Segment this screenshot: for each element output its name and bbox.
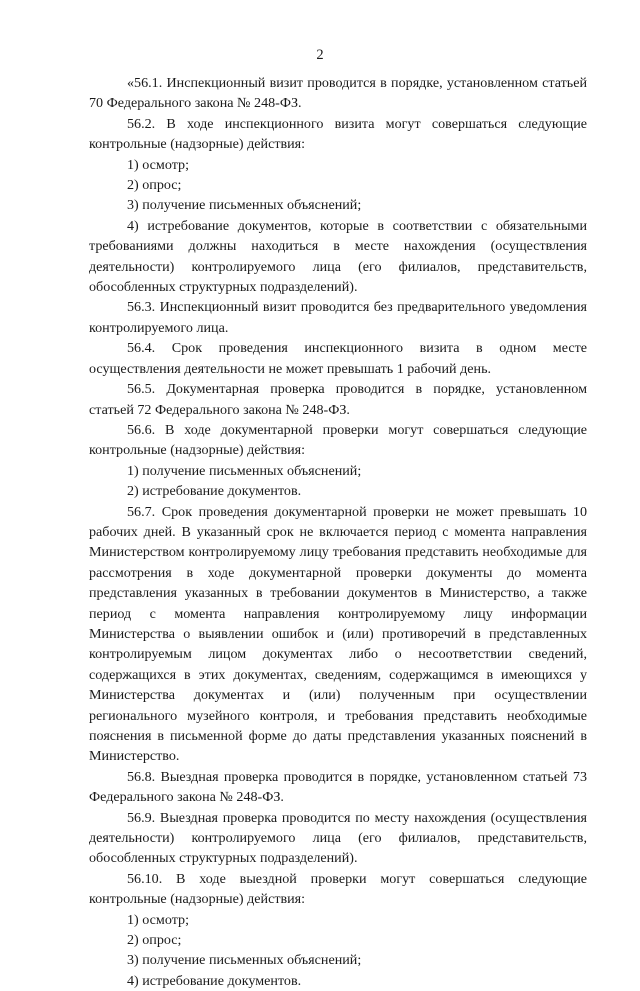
paragraph-56-4: 56.4. Срок проведения инспекционного визита в одном месте осуществления деятельности не может превышать 1 рабочий день. (89, 340, 587, 377)
paragraph-56-1: «56.1. Инспекционный визит проводится в порядке, установленном статьей 70 Федерального закона № 248-ФЗ. (89, 75, 587, 112)
list-item-onsite-3: 3) получение письменных объяснений; (127, 952, 362, 969)
paragraph-56-10: 56.10. В ходе выездной проверки могут совершаться следующие контрольные (надзорные) действия: (89, 870, 587, 908)
list-item-onsite-1: 1) осмотр; (127, 911, 189, 928)
list-item-documentary-2: 2) истребование документов. (127, 483, 302, 500)
list-item-documentary-1: 1) получение письменных объяснений; (127, 462, 362, 479)
paragraph-56-3: 56.3. Инспекционный визит проводится без предварительного уведомления контролируемого лица. (89, 299, 587, 336)
page-number: 2 (316, 47, 324, 63)
document-body (89, 73, 587, 991)
list-item-onsite-4: 4) истребование документов. (127, 972, 302, 989)
list-item-inspection-2: 2) опрос; (127, 177, 182, 194)
paragraph-56-9: 56.9. Выездная проверка проводится по месту нахождения (осуществления деятельности) контролируемого лица (его филиалов, представительств, обособленных структурных подразделений). (89, 809, 587, 867)
paragraph-56-8: 56.8. Выездная проверка проводится в порядке, установленном статьей 73 Федерального закона № 248-ФЗ. (89, 768, 587, 806)
list-item-inspection-3: 3) получение письменных объяснений; (127, 197, 362, 214)
paragraph-56-7: 56.7. Срок проведения документарной проверки не может превышать 10 рабочих дней. В указанный срок не включается период с момента направления Министерством контролируемому лицу требования представить необходимые для рассмотрения в ходе документарной проверки документы до момента представления указанных в требовании документов в Министерство, а также период с момента направления контролируемому лицу информации Министерства о выявлении ошибок и (или) противоречий в представленных контролируемым лицом документах либо о несоответствии сведений, содержащихся в этих документах, сведениям, содержащимся в имеющихся у Министерства документах и (или) полученным при осуществлении регионального музейного контроля, и требования представить необходимые пояснения в письменной форме до даты представления указанных пояснений в Министерство. (89, 503, 587, 765)
list-item-onsite-2: 2) опрос; (127, 932, 182, 949)
paragraph-56-2: 56.2. В ходе инспекционного визита могут совершаться следующие контрольные (надзорные) действия: (89, 115, 587, 153)
list-item-inspection-1: 1) осмотр; (127, 156, 189, 173)
paragraph-56-5: 56.5. Документарная проверка проводится в порядке, установленном статьей 72 Федерального закона № 248-ФЗ. (89, 381, 587, 418)
paragraph-56-6: 56.6. В ходе документарной проверки могут совершаться следующие контрольные (надзорные) действия: (89, 421, 587, 459)
list-item-inspection-4: 4) истребование документов, которые в соответствии с обязательными требованиями должны находиться в месте нахождения (осуществления деятельности) контролируемого лица (его филиалов, представительств, обособленных структурных подразделений). (89, 217, 587, 296)
